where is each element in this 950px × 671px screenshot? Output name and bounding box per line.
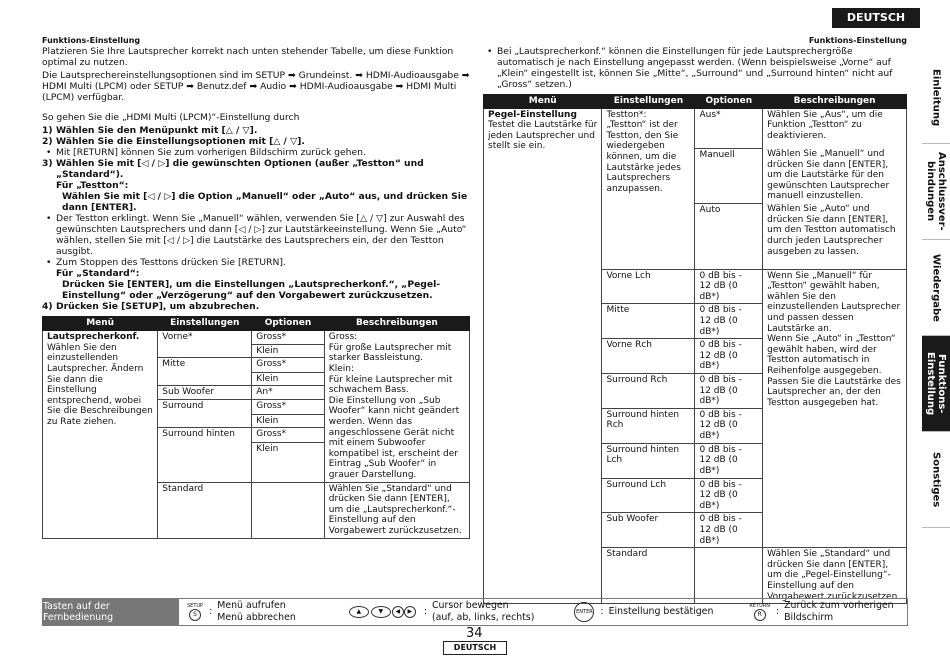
intro-path-text: Die Lautsprechereinstellungsoptionen sind im SETUP ➡ Grundeinst. ➡ HDMI-Audioausgabe ➡ HDMI Multi (LPCM) oder SETUP ➡ Benutz.def ➡ Audio ➡ HDMI-Audioausgabe ➡ HDMI Multi (LPCM) verfügbar.	[42, 69, 470, 103]
col-header-settings: Einstellungen	[602, 94, 695, 108]
setting-cell: Mitte	[158, 358, 252, 386]
language-badge-bottom: DEUTSCH	[443, 641, 507, 655]
tab-label: Funktions- Einstellung	[925, 351, 947, 416]
setup-button-icon: S	[189, 609, 201, 621]
return-key-legend	[749, 600, 893, 624]
setup-key-legend	[187, 600, 296, 624]
footer-label: Tasten auf der Fernbedienung	[43, 599, 179, 625]
level-adjust-table	[483, 94, 907, 605]
setting-cell: Surround Lch	[602, 478, 695, 513]
option-cell: Klein	[252, 372, 325, 386]
step-number: 1)	[42, 124, 53, 136]
howto-text: So gehen Sie die „HDMI Multi (LPCM)“-Einstellung durch	[42, 111, 300, 123]
step-3	[42, 158, 470, 180]
menu-title: Pegel-Einstellung	[488, 109, 577, 120]
option-cell: 0 dB bis - 12 dB (0 dB*)	[695, 339, 763, 374]
description-cell: Gross: Für große Lautsprecher mit starker Bassleistung. Klein: Für kleine Lautsprecher mit schwachem Bass. Die Einstellung von „Sub Woofer“ kann nicht geändert werden. Wenn das angeschlossene Gerät nicht mit einem Subwoofer kompatibel ist, erscheint der Eintrag „Sub Woofer“ in grauer Darstellung.	[324, 331, 469, 483]
option-cell: 0 dB bis - 12 dB (0 dB*)	[695, 408, 763, 443]
enter-text: Einstellung bestätigen	[608, 606, 714, 618]
arrows-text-2: (auf, ab, links, rechts)	[432, 612, 535, 623]
col-header-settings: Einstellungen	[158, 317, 252, 331]
menu-description: Wählen Sie den einzustellenden Lautsprecher. Ändern Sie dann die Einstellung entsprechend, wobei Sie die Beschreibungen zu Rate ziehen.	[47, 342, 153, 427]
tab-sonstiges[interactable]	[922, 432, 950, 528]
return-key	[749, 603, 770, 621]
menu-description: Testet die Lautstärke für jeden Lautsprecher und stellt sie ein.	[488, 120, 598, 152]
return-text-1: Zurück zum vorherigen	[784, 600, 894, 612]
tab-label: Einleitung	[930, 68, 942, 127]
step-2	[42, 136, 470, 147]
step-number: 2)	[42, 135, 53, 147]
setting-cell: Sub Woofer	[158, 386, 252, 400]
option-cell-empty	[252, 482, 325, 538]
tab-wiedergabe[interactable]	[922, 240, 950, 336]
arrow-keys-legend	[348, 600, 535, 624]
left-arrow-icon: ◀	[392, 606, 404, 618]
menu-cell	[43, 331, 158, 539]
setting-cell: Sub Woofer	[602, 513, 695, 548]
step-number: 3)	[42, 157, 53, 169]
col-header-options: Optionen	[695, 94, 763, 108]
testton-heading: Für „Testton“:	[56, 179, 129, 191]
up-arrow-icon: ▲	[349, 606, 369, 618]
option-cell: 0 dB bis - 12 dB (0 dB*)	[695, 478, 763, 513]
setting-cell: Vorne Rch	[602, 339, 695, 374]
standard-heading: Für „Standard“:	[56, 268, 140, 280]
tab-anschlussverbindungen[interactable]	[922, 144, 950, 240]
step-1	[42, 125, 470, 136]
language-badge-top: DEUTSCH	[832, 8, 920, 28]
description-cell: Wählen Sie „Standard“ und drücken Sie dann [ENTER], um die „Lautsprecherkonf.“-Einstellung auf den Vorgabewert zurückzusetzen.	[324, 482, 469, 538]
option-cell: An*	[252, 386, 325, 400]
col-header-descriptions: Beschreibungen	[763, 94, 907, 108]
setup-key-label: SETUP	[187, 603, 204, 609]
return-key-label: RETURN	[749, 603, 770, 609]
col-header-descriptions: Beschreibungen	[324, 317, 469, 331]
return-button-icon: R	[754, 609, 766, 621]
step-text: Wählen Sie mit [◁ / ▷] die gewünschten Optionen (außer „Testton“ und „Standard“).	[56, 157, 424, 180]
right-arrow-icon: ▶	[404, 606, 416, 618]
page-number: 34	[466, 626, 483, 641]
step-text: Drücken Sie [SETUP], um abzubrechen.	[56, 301, 260, 313]
setting-cell: Surround	[158, 400, 252, 428]
left-column	[42, 36, 470, 539]
option-cell-empty	[695, 548, 763, 604]
bullet-return: • Mit [RETURN] können Sie zum vorherigen Bildschirm zurück gehen.	[42, 147, 470, 158]
setup-text-2: Menü abbrechen	[217, 612, 296, 623]
setting-cell: Vorne*	[158, 331, 252, 358]
description-cell: Wählen Sie „Aus“, um die Funktion „Testton“ zu deaktivieren.	[763, 108, 907, 148]
arrow-keys	[348, 606, 416, 618]
description-cell: Wählen Sie „Manuell“ und drücken Sie dann [ENTER], um die Lautstärke für den gewünschten Lautsprecher manuell einzustellen.	[763, 148, 907, 203]
enter-button-icon: ENTER	[574, 602, 594, 622]
step-text: Wählen Sie die Einstellungsoptionen mit [△ / ▽].	[56, 135, 305, 147]
enter-key-legend	[574, 602, 713, 622]
setting-cell: Mitte	[602, 304, 695, 339]
option-cell: Klein	[252, 414, 325, 428]
setting-cell: Testton*: „Testton“ ist der Testton, den Sie wiedergeben können, um die Lautstärke jedes Lautsprechers anzupassen.	[602, 108, 695, 269]
option-cell: Gross*	[252, 331, 325, 345]
speaker-config-table	[42, 316, 470, 538]
tab-label: Sonstiges	[930, 451, 942, 508]
menu-title: Lautsprecherkonf.	[47, 332, 140, 343]
colon: :	[600, 606, 604, 618]
standard-instruction: Drücken Sie [ENTER], um die Einstellungen „Lautsprecherkonf.“, „Pegel-Einstellung“ oder „Verzögerung“ auf den Vorgabewert zurückzusetzen.	[62, 279, 441, 302]
col-header-menu: Menü	[484, 94, 602, 108]
tab-label: Wiedergabe	[930, 253, 942, 322]
tab-einleitung[interactable]	[922, 52, 950, 144]
setting-cell: Standard	[602, 548, 695, 604]
option-cell: Manuell	[695, 148, 763, 203]
return-text-2: Bildschirm	[784, 612, 834, 623]
setting-cell: Surround hinten Rch	[602, 408, 695, 443]
option-cell: Klein	[252, 344, 325, 358]
section-title: Funktions-Einstellung	[808, 36, 907, 45]
step-4	[42, 301, 470, 312]
colon: :	[423, 606, 427, 618]
testton-instruction: Wählen Sie mit [◁ / ▷] die Option „Manuell“ oder „Auto“ aus, und drücken Sie dann [ENTER].	[62, 190, 468, 213]
chapter-tabs	[922, 52, 950, 528]
option-cell: Gross*	[252, 400, 325, 414]
setting-cell: Vorne Lch	[602, 269, 695, 304]
option-cell: Auto	[695, 203, 763, 269]
arrows-text-1: Cursor bewegen	[432, 600, 509, 612]
bullet-testton-2: • Zum Stoppen des Testtons drücken Sie [RETURN].	[42, 257, 470, 268]
bullet-testton-1: • Der Testton erklingt. Wenn Sie „Manuell“ wählen, verwenden Sie [△ / ▽] zur Auswahl des gewünschten Lautsprechers und dann [◁ / ▷] zur Lautstärkeeinstellung. Wenn Sie „Auto“ wählen, stellen Sie mit [◁ / ▷] die Lautstärke des Lautsprechers ein, der den Testton ausgibt.	[42, 213, 470, 257]
option-cell: Gross*	[252, 428, 325, 443]
description-cell: Wählen Sie „Standard“ und drücken Sie dann [ENTER], um die „Pegel-Einstellung“-Einstellung auf den Vorgabewert zurückzusetzen.	[763, 548, 907, 604]
bullet-auto-adjust: • Bei „Lautsprecherkonf.“ können die Einstellungen für jede Lautsprechergröße automatisch je nach Einstellung angepasst werden. (Wenn beispielsweise „Vorne“ auf „Klein“ eingestellt ist, können Sie „Mitte“, „Surround“ und „Surround hinten“ nicht auf „Gross“ setzen.)	[483, 46, 907, 90]
step-text: Wählen Sie den Menüpunkt mit [△ / ▽].	[56, 124, 258, 136]
colon: :	[209, 606, 213, 618]
remote-keys-footer	[42, 598, 908, 626]
setup-text-1: Menü aufrufen	[217, 600, 286, 612]
setting-cell: Surround Rch	[602, 374, 695, 409]
setting-cell: Standard	[158, 482, 252, 538]
option-cell: Aus*	[695, 108, 763, 148]
option-cell: Klein	[252, 442, 325, 482]
down-arrow-icon: ▼	[371, 606, 391, 618]
col-header-menu: Menü	[43, 317, 158, 331]
option-cell: 0 dB bis - 12 dB (0 dB*)	[695, 374, 763, 409]
option-cell: 0 dB bis - 12 dB (0 dB*)	[695, 304, 763, 339]
tab-label: Anschlussver- bindungen	[925, 152, 947, 231]
option-cell: 0 dB bis - 12 dB (0 dB*)	[695, 513, 763, 548]
colon: :	[775, 606, 780, 618]
setting-cell: Surround hinten Lch	[602, 443, 695, 478]
step-number: 4)	[42, 301, 53, 313]
right-column	[483, 36, 907, 604]
setting-cell: Surround hinten	[158, 428, 252, 483]
description-cell: Wählen Sie „Auto“ und drücken Sie dann [ENTER], um den Testton automatisch durch jeden Lautsprecher ausgeben zu lassen.	[763, 203, 907, 269]
menu-cell	[484, 108, 602, 604]
option-cell: 0 dB bis - 12 dB (0 dB*)	[695, 443, 763, 478]
description-cell: Wenn Sie „Manuell“ für „Testton“ gewählt haben, wählen Sie den einzustellenden Lautsprecher und passen dessen Lautstärke an. Wenn Sie „Auto“ in „Testton“ gewählt haben, wird der Testton automatisch in Reihenfolge ausgegeben. Passen Sie die Lautstärke des Lautsprecher an, der den Testton ausgegeben hat.	[763, 269, 907, 548]
setup-key	[187, 603, 203, 621]
col-header-options: Optionen	[252, 317, 325, 331]
intro-text: Platzieren Sie Ihre Lautsprecher korrekt nach unten stehender Tabelle, um diese Funktion optimal zu nutzen.	[42, 45, 454, 68]
section-title: Funktions-Einstellung	[42, 36, 141, 45]
tab-funktions-einstellung[interactable]	[922, 336, 950, 432]
option-cell: Gross*	[252, 358, 325, 372]
option-cell: 0 dB bis - 12 dB (0 dB*)	[695, 269, 763, 304]
